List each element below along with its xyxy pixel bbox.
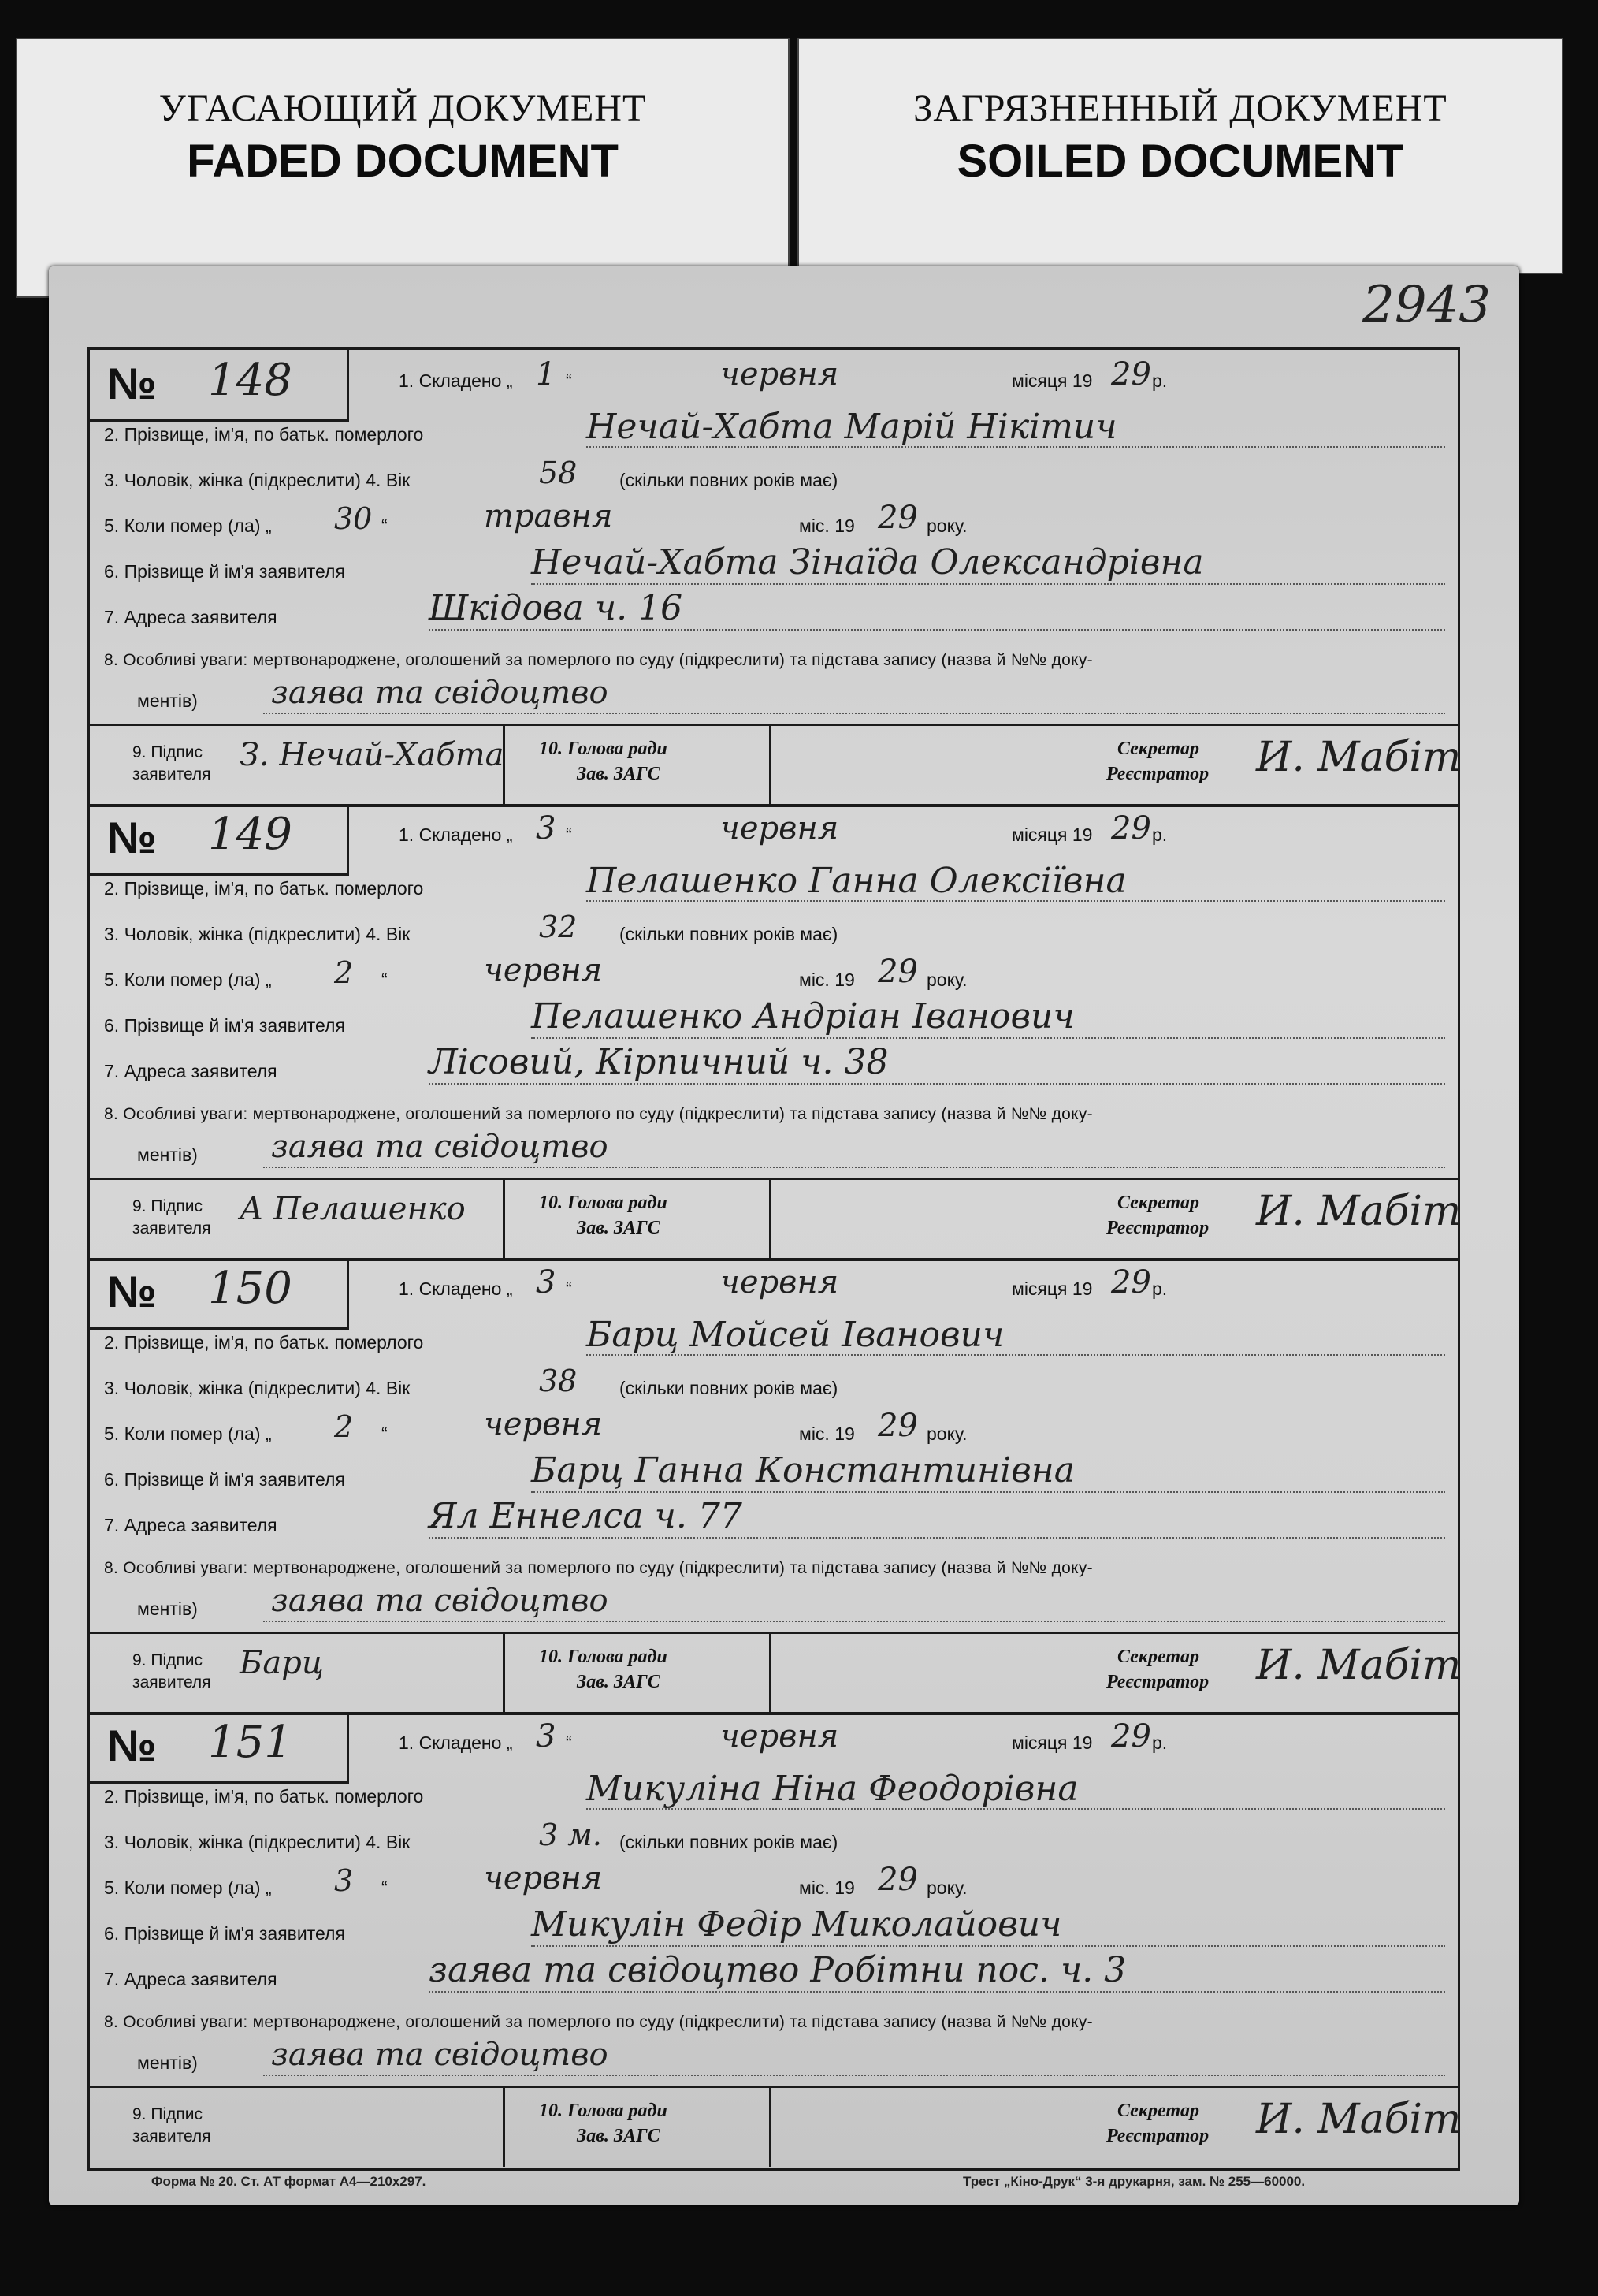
label-secretary: Секретар — [1117, 1193, 1199, 1213]
label-signature-applicant: заявителя — [132, 1219, 211, 1237]
label-address: 7. Адреса заявителя — [104, 1061, 277, 1081]
label-gender-age: 3. Чоловік, жінка (підкреслити) 4. Вік — [104, 1378, 411, 1398]
label-death: 5. Коли помер (ла) „ — [104, 1423, 272, 1444]
label-death-year: міс. 19 — [799, 969, 855, 990]
label-quote: “ — [381, 515, 388, 536]
death-record — [90, 1712, 1462, 2166]
death-month: червня — [484, 1860, 603, 1896]
death-record — [90, 350, 1462, 807]
deceased-name: Нечай-Хабта Марій Нікітич — [586, 407, 1117, 447]
label-compiled: 1. Складено „ — [399, 370, 513, 391]
label-registrar: Реєстратор — [1106, 1672, 1210, 1692]
compiled-day: 3 — [536, 1264, 556, 1301]
label-secretary: Секретар — [1117, 739, 1199, 759]
label-month: місяця 19 — [1012, 1278, 1093, 1299]
death-day: 3 — [334, 1863, 354, 1898]
applicant-address: заява та свідоцтво Робітни пос. ч. 3 — [429, 1950, 1127, 1990]
label-age-note: (скільки повних років має) — [619, 924, 838, 944]
label-applicant: 6. Прізвище й ім'я заявителя — [104, 561, 345, 582]
label-notes: 8. Особливі уваги: мертвонароджене, оголошений за померлого по суду (підкреслити) та підстава запису (назва й №№ доку- — [104, 1105, 1093, 1123]
compiled-month: червня — [720, 1718, 839, 1755]
label-deceased: 2. Прізвище, ім'я, по батьк. померлого — [104, 424, 424, 445]
age-value: 32 — [539, 910, 578, 944]
label-council-head: 10. Голова ради — [539, 1193, 667, 1213]
label-age-note: (скільки повних років має) — [619, 470, 838, 490]
compiled-month: червня — [720, 1264, 839, 1301]
age-value: 3 м. — [539, 1818, 602, 1852]
applicant-name: Барц Ганна Константинівна — [531, 1450, 1076, 1490]
stamp-en-text: FADED DOCUMENT — [187, 136, 619, 187]
label-gender-age: 3. Чоловік, жінка (підкреслити) 4. Вік — [104, 924, 411, 944]
label-compiled: 1. Складено „ — [399, 1278, 513, 1299]
register-sheet — [49, 266, 1519, 2205]
applicant-address: Ял Еннелса ч. 77 — [429, 1496, 742, 1536]
label-registrar: Реєстратор — [1106, 2126, 1210, 2146]
label-death-year: міс. 19 — [799, 515, 855, 536]
label-death-year: міс. 19 — [799, 1877, 855, 1898]
death-year: 29 — [878, 1408, 918, 1444]
label-quote: “ — [381, 1423, 388, 1444]
age-value: 38 — [539, 1364, 578, 1398]
label-year-end: року. — [927, 969, 968, 990]
secretary-signature: И. Мабіт — [1256, 734, 1462, 781]
compiled-day: 1 — [536, 356, 556, 393]
label-year-end: року. — [927, 1877, 968, 1898]
record-number: 151 — [208, 1717, 292, 1768]
applicant-signature: А Пелашенко — [240, 1191, 466, 1227]
death-record — [90, 804, 1462, 1261]
label-death: 5. Коли помер (ла) „ — [104, 1877, 272, 1898]
faded-document-label — [16, 38, 790, 298]
record-number-box — [90, 350, 349, 422]
label-council-head: 10. Голова ради — [539, 2101, 667, 2121]
notes-value: заява та свідоцтво — [271, 2037, 608, 2073]
stamp-ru-text: УГАСАЮЩИЙ ДОКУМЕНТ — [158, 87, 647, 129]
secretary-signature: И. Мабіт — [1256, 1642, 1462, 1689]
label-quote: “ — [566, 824, 572, 845]
age-value: 58 — [539, 456, 578, 490]
applicant-name: Микулін Федір Миколайович — [531, 1904, 1062, 1944]
record-number: 150 — [208, 1263, 292, 1314]
page-number: 2943 — [1362, 276, 1491, 334]
deceased-name: Пелашенко Ганна Олексіївна — [586, 861, 1127, 901]
compiled-year: 29 — [1111, 1718, 1151, 1755]
label-notes: 8. Особливі уваги: мертвонароджене, оголошений за померлого по суду (підкреслити) та підстава запису (назва й №№ доку- — [104, 1559, 1093, 1577]
record-number: 148 — [208, 355, 292, 406]
record-number: 149 — [208, 809, 292, 860]
notes-value: заява та свідоцтво — [271, 1583, 608, 1619]
signature-bar — [90, 724, 1462, 805]
label-notes: 8. Особливі уваги: мертвонароджене, оголошений за померлого по суду (підкреслити) та підстава запису (назва й №№ доку- — [104, 651, 1093, 669]
label-signature: 9. Підпис — [132, 2105, 203, 2123]
notes-value: заява та свідоцтво — [271, 675, 608, 711]
death-day: 2 — [334, 1409, 354, 1444]
label-registry-head: Зав. ЗАГС — [577, 1218, 660, 1238]
label-age-note: (скільки повних років має) — [619, 1378, 838, 1398]
death-day: 2 — [334, 955, 354, 990]
label-registry-head: Зав. ЗАГС — [577, 2126, 660, 2146]
label-council-head: 10. Голова ради — [539, 739, 667, 759]
label-compiled: 1. Складено „ — [399, 1732, 513, 1753]
label-year-end: року. — [927, 515, 968, 536]
secretary-signature: И. Мабіт — [1256, 1188, 1462, 1235]
number-sign: № — [107, 1267, 157, 1316]
death-month: червня — [484, 952, 603, 988]
record-number-box — [90, 1258, 349, 1330]
label-year-end: року. — [927, 1423, 968, 1444]
applicant-address: Шкідова ч. 16 — [429, 588, 683, 628]
compiled-year: 29 — [1111, 1264, 1151, 1301]
signature-bar — [90, 2086, 1462, 2167]
label-month: місяця 19 — [1012, 824, 1093, 845]
number-sign: № — [107, 1721, 157, 1770]
compiled-year: 29 — [1111, 810, 1151, 847]
label-registry-head: Зав. ЗАГС — [577, 1672, 660, 1692]
label-applicant: 6. Прізвище й ім'я заявителя — [104, 1015, 345, 1036]
death-year: 29 — [878, 954, 918, 990]
label-signature-applicant: заявителя — [132, 765, 211, 783]
applicant-address: Лісовий, Кірпичний ч. 38 — [429, 1042, 889, 1082]
stamp-en-text: SOILED DOCUMENT — [957, 136, 1404, 187]
compiled-year: 29 — [1111, 356, 1151, 393]
footer-form-text: Форма № 20. Ст. АТ формат А4—210х297. — [151, 2174, 426, 2189]
death-month: травня — [484, 498, 613, 534]
records-frame — [87, 347, 1460, 2171]
label-deceased: 2. Прізвище, ім'я, по батьк. померлого — [104, 1332, 424, 1353]
label-signature: 9. Підпис — [132, 1197, 203, 1215]
death-record — [90, 1258, 1462, 1715]
label-registry-head: Зав. ЗАГС — [577, 764, 660, 784]
death-day: 30 — [334, 501, 373, 536]
label-compiled: 1. Складено „ — [399, 824, 513, 845]
compiled-month: червня — [720, 810, 839, 847]
soiled-document-label — [797, 38, 1563, 274]
label-quote: “ — [566, 1278, 572, 1299]
label-documents: ментів) — [137, 690, 198, 711]
label-address: 7. Адреса заявителя — [104, 1969, 277, 1989]
label-signature: 9. Підпис — [132, 1651, 203, 1669]
footer-printer-text: Трест „Кіно-Друк“ 3-я друкарня, зам. № 255—60000. — [963, 2174, 1306, 2189]
label-registrar: Реєстратор — [1106, 1218, 1210, 1238]
label-deceased: 2. Прізвище, ім'я, по батьк. померлого — [104, 878, 424, 899]
compiled-month: червня — [720, 356, 839, 393]
label-year-end: р. — [1152, 824, 1168, 845]
label-quote: “ — [381, 1877, 388, 1898]
applicant-name: Нечай-Хабта Зінаїда Олександрівна — [531, 542, 1204, 582]
label-quote: “ — [566, 1732, 572, 1753]
label-gender-age: 3. Чоловік, жінка (підкреслити) 4. Вік — [104, 470, 411, 490]
compiled-day: 3 — [536, 1718, 556, 1755]
record-number-box — [90, 1712, 349, 1784]
label-signature: 9. Підпис — [132, 743, 203, 761]
label-notes: 8. Особливі уваги: мертвонароджене, оголошений за померлого по суду (підкреслити) та підстава запису (назва й №№ доку- — [104, 2013, 1093, 2031]
label-year-end: р. — [1152, 370, 1168, 391]
label-documents: ментів) — [137, 1598, 198, 1619]
deceased-name: Барц Мойсей Іванович — [586, 1315, 1005, 1355]
deceased-name: Микуліна Ніна Феодорівна — [586, 1769, 1079, 1809]
label-documents: ментів) — [137, 2052, 198, 2073]
label-death: 5. Коли помер (ла) „ — [104, 515, 272, 536]
applicant-signature: З. Нечай-Хабта — [240, 737, 504, 773]
label-death-year: міс. 19 — [799, 1423, 855, 1444]
compiled-day: 3 — [536, 810, 556, 847]
label-year-end: р. — [1152, 1732, 1168, 1753]
label-secretary: Секретар — [1117, 1647, 1199, 1667]
label-secretary: Секретар — [1117, 2101, 1199, 2121]
label-signature-applicant: заявителя — [132, 1673, 211, 1691]
record-number-box — [90, 804, 349, 876]
signature-bar — [90, 1632, 1462, 1713]
applicant-name: Пелашенко Андріан Іванович — [531, 996, 1075, 1036]
death-year: 29 — [878, 1862, 918, 1898]
secretary-signature: И. Мабіт — [1256, 2096, 1462, 2143]
label-deceased: 2. Прізвище, ім'я, по батьк. померлого — [104, 1786, 424, 1807]
label-registrar: Реєстратор — [1106, 764, 1210, 784]
label-month: місяця 19 — [1012, 370, 1093, 391]
label-council-head: 10. Голова ради — [539, 1647, 667, 1667]
label-applicant: 6. Прізвище й ім'я заявителя — [104, 1469, 345, 1490]
label-quote: “ — [381, 969, 388, 990]
label-signature-applicant: заявителя — [132, 2127, 211, 2145]
number-sign: № — [107, 359, 157, 408]
signature-bar — [90, 1178, 1462, 1259]
label-address: 7. Адреса заявителя — [104, 607, 277, 627]
label-gender-age: 3. Чоловік, жінка (підкреслити) 4. Вік — [104, 1832, 411, 1852]
label-year-end: р. — [1152, 1278, 1168, 1299]
label-address: 7. Адреса заявителя — [104, 1515, 277, 1535]
label-month: місяця 19 — [1012, 1732, 1093, 1753]
applicant-signature: Барц — [240, 1645, 324, 1681]
stamp-ru-text: ЗАГРЯЗНЕННЫЙ ДОКУМЕНТ — [913, 87, 1447, 129]
label-quote: “ — [566, 370, 572, 391]
death-year: 29 — [878, 500, 918, 536]
notes-value: заява та свідоцтво — [271, 1129, 608, 1165]
death-month: червня — [484, 1406, 603, 1442]
number-sign: № — [107, 813, 157, 862]
label-documents: ментів) — [137, 1144, 198, 1165]
label-age-note: (скільки повних років має) — [619, 1832, 838, 1852]
label-applicant: 6. Прізвище й ім'я заявителя — [104, 1923, 345, 1944]
label-death: 5. Коли помер (ла) „ — [104, 969, 272, 990]
